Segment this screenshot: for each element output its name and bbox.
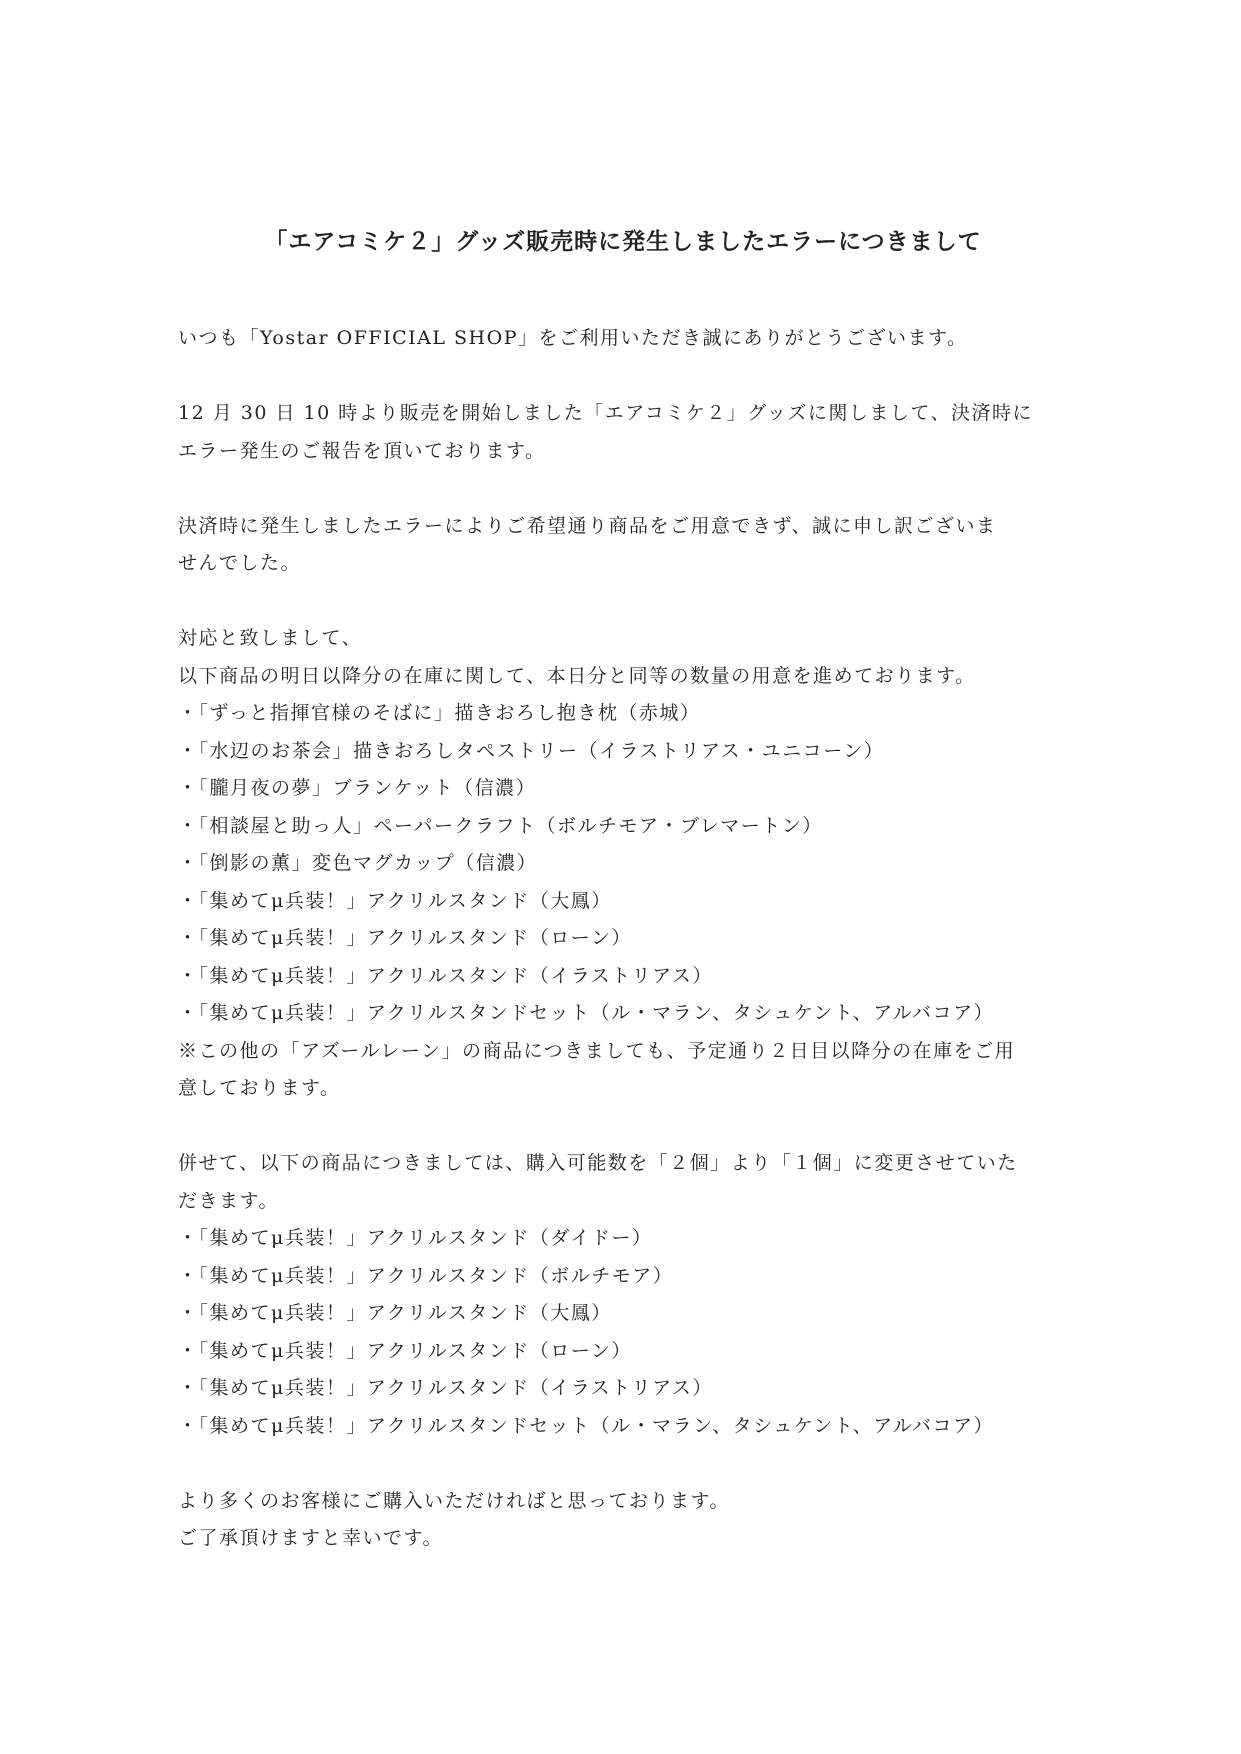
response-paragraph xyxy=(178,620,1068,1108)
list-item: ・「ずっと指揮官様のそばに」描きおろし抱き枕（赤城） xyxy=(178,702,701,724)
list-item: ・「集めてμ兵装！」アクリルスタンド（ローン） xyxy=(178,927,632,949)
closing-line-2: ご了承頂けますと幸いです。 xyxy=(178,1527,443,1549)
list-item: ・「集めてμ兵装！」アクリルスタンド（イラストリアス） xyxy=(178,1377,713,1399)
list-item: ・「集めてμ兵装！」アクリルスタンド（イラストリアス） xyxy=(178,964,713,987)
list-item: ・「集めてμ兵装！」アクリルスタンド（ローン） xyxy=(178,1339,632,1362)
greeting-line: いつも「Yostar OFFICIAL SHOP」をご利用いただき誠にありがとうございます。 xyxy=(178,327,968,349)
response-note-line-2: 意しております。 xyxy=(178,1077,341,1099)
limit-change-intro-line-2: だきます。 xyxy=(178,1189,279,1212)
list-item: ・「朧月夜の夢」ブランケット（信濃） xyxy=(178,777,537,799)
document-title: 「エアコミケ２」グッズ販売時に発生しましたエラーにつきまして xyxy=(264,228,982,255)
response-note-line-1: ※この他の「アズールレーン」の商品につきましても、予定通り２日目以降分の在庫をご用 xyxy=(178,1039,1016,1062)
apology-line-1: 決済時に発生しましたエラーによりご希望通り商品をご用意できず、誠に申し訳ございま xyxy=(178,514,997,537)
closing-line-1: より多くのお客様にご購入いただければと思っております。 xyxy=(178,1489,730,1512)
error-report-line-2: エラー発生のご報告を頂いております。 xyxy=(178,439,546,462)
response-intro-line-2: 以下商品の明日以降分の在庫に関して、本日分と同等の数量の用意を進めております。 xyxy=(178,664,976,687)
list-item: ・「集めてμ兵装！」アクリルスタンド（ダイドー） xyxy=(178,1227,653,1249)
restock-item-list xyxy=(178,695,1068,1033)
limit-change-intro-line-1: 併せて、以下の商品につきましては、購入可能数を「２個」より「１個」に変更させていた xyxy=(178,1152,1018,1174)
document-page xyxy=(178,0,1068,1754)
closing-paragraph xyxy=(178,1483,1068,1558)
list-item: ・「倒影の薫」変色マグカップ（信濃） xyxy=(178,852,538,874)
list-item: ・「集めてμ兵装！」アクリルスタンド（ボルチモア） xyxy=(178,1264,674,1287)
error-report-paragraph xyxy=(178,395,1068,470)
limit-change-paragraph xyxy=(178,1145,1068,1445)
limit-change-item-list xyxy=(178,1220,1068,1445)
list-item: ・「集めてμ兵装！」アクリルスタンド（大鳳） xyxy=(178,1302,612,1324)
apology-line-2: せんでした。 xyxy=(178,552,302,574)
list-item: ・「集めてμ兵装！」アクリルスタンド（大鳳） xyxy=(178,889,612,912)
list-item: ・「集めてμ兵装！」アクリルスタンドセット（ル・マラン、タシュケント、アルバコア） xyxy=(178,1414,994,1437)
apology-paragraph xyxy=(178,508,1068,583)
response-intro-line-1: 対応と致しまして、 xyxy=(178,627,363,649)
list-item: ・「相談屋と助っ人」ペーパークラフト（ボルチモア・ブレマートン） xyxy=(178,814,823,837)
document-body xyxy=(178,320,1068,1595)
list-item: ・「集めてμ兵装！」アクリルスタンドセット（ル・マラン、タシュケント、アルバコア） xyxy=(178,1002,994,1024)
list-item: ・「水辺のお茶会」描きおろしタペストリー（イラストリアス・ユニコーン） xyxy=(178,739,885,762)
greeting-paragraph xyxy=(178,320,1068,358)
error-report-line-1: 12 月 30 日 10 時より販売を開始しました「エアコミケ２」グッズに関しまして、決済時に xyxy=(178,402,1033,424)
